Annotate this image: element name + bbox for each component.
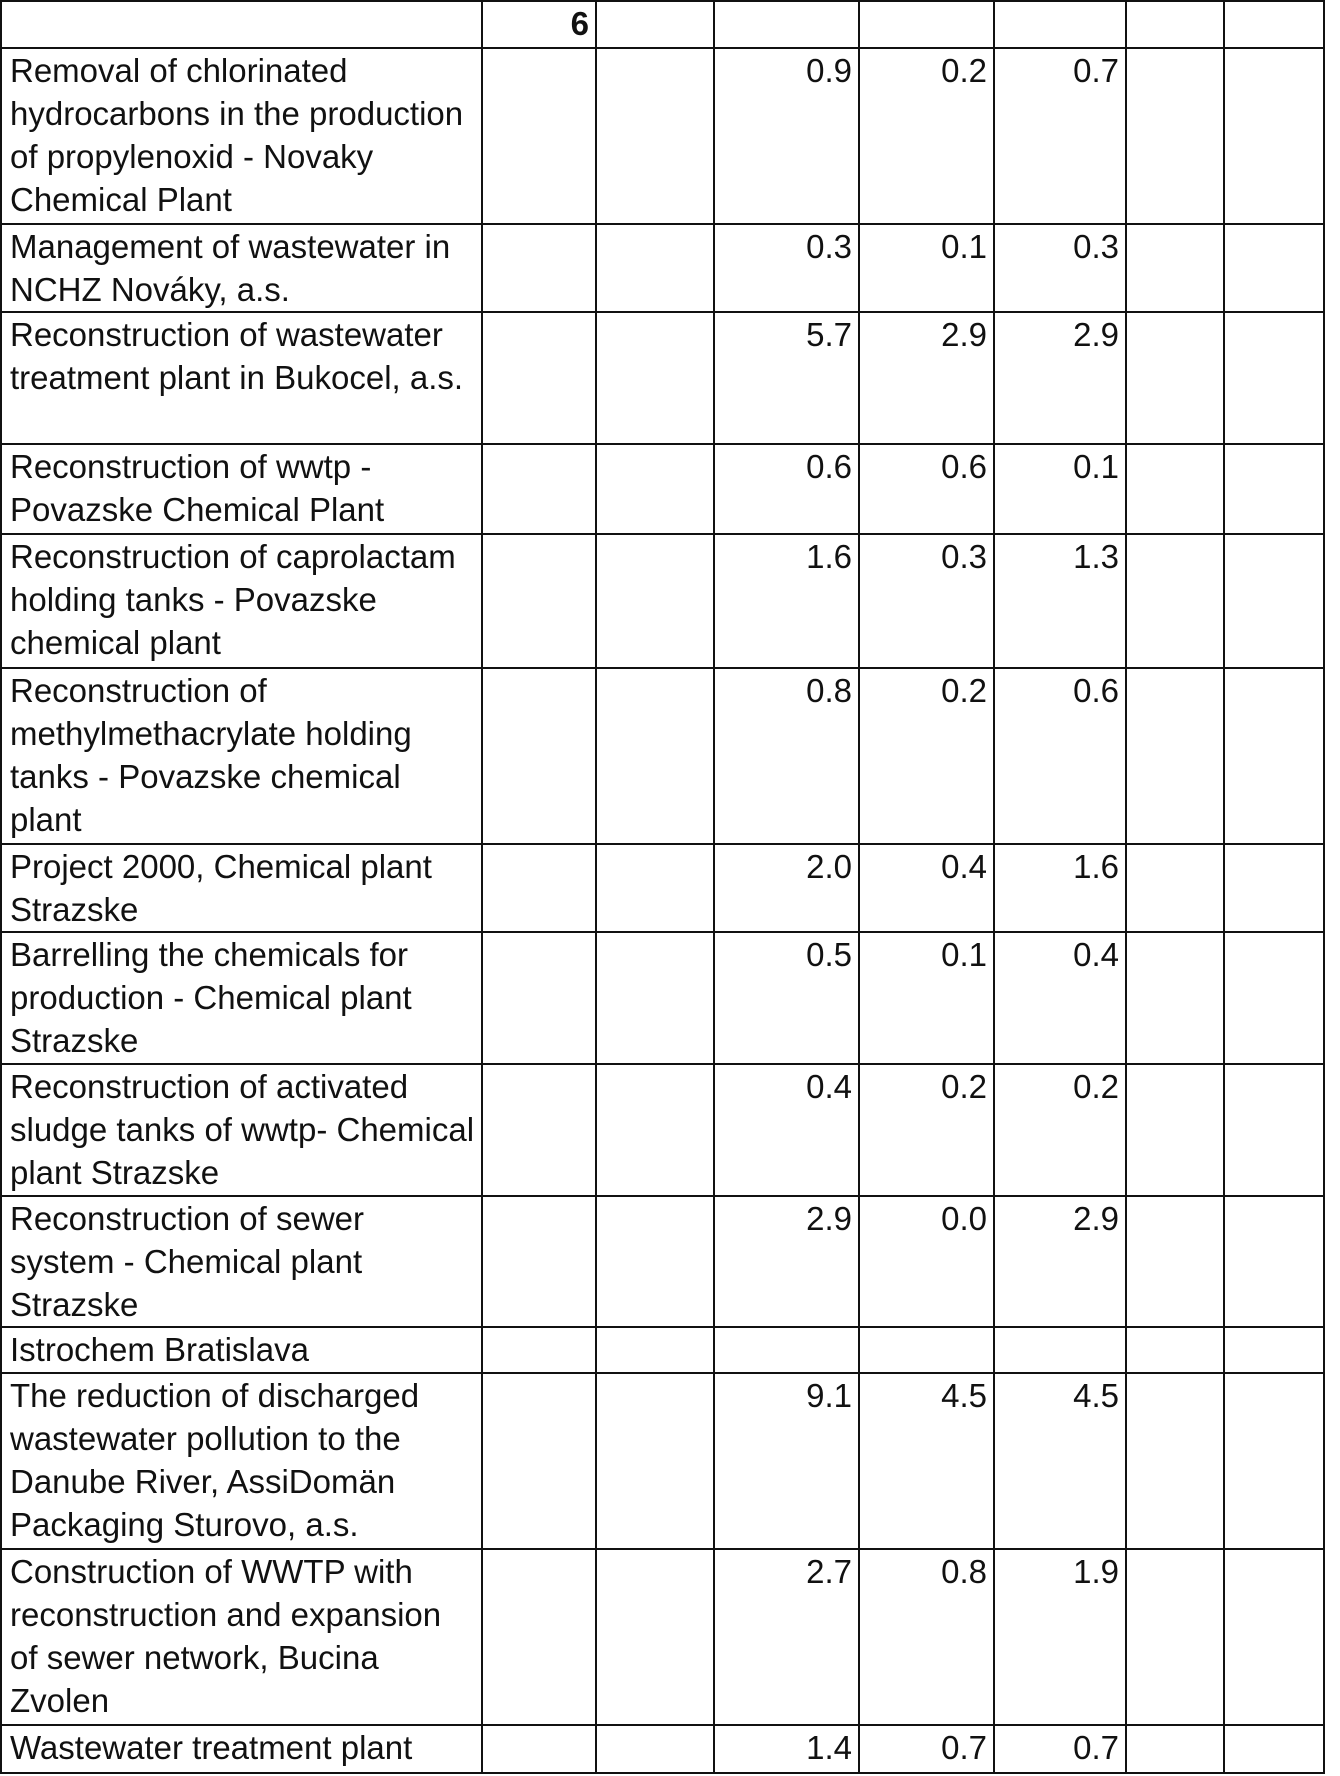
header-cell (596, 1, 714, 48)
value-cell (1126, 444, 1224, 534)
value-cell (1224, 48, 1324, 224)
value-cell (596, 534, 714, 668)
project-name-cell: Reconstruction of activated sludge tanks of wwtp- Chemical plant Strazske (1, 1064, 482, 1196)
value-cell (1126, 312, 1224, 444)
project-name-cell: Reconstruction of caprolactam holding tanks - Povazske chemical plant (1, 534, 482, 668)
header-cell (1224, 1, 1324, 48)
table-row (1, 932, 1324, 1064)
value-cell (1126, 668, 1224, 844)
value-cell: 2.9 (859, 312, 994, 444)
value-cell (482, 1373, 596, 1549)
project-name-cell: Reconstruction of wwtp - Povazske Chemical Plant (1, 444, 482, 534)
value-cell (596, 1064, 714, 1196)
value-cell (1224, 1327, 1324, 1373)
header-cell (994, 1, 1126, 48)
table-row (1, 668, 1324, 844)
table-row (1, 48, 1324, 224)
value-cell (482, 534, 596, 668)
value-cell (482, 844, 596, 932)
value-cell (1224, 444, 1324, 534)
value-cell: 0.1 (994, 444, 1126, 534)
value-cell (596, 1196, 714, 1327)
project-name-cell: Reconstruction of methylmethacrylate holding tanks - Povazske chemical plant (1, 668, 482, 844)
value-cell: 0.6 (714, 444, 859, 534)
value-cell (1126, 534, 1224, 668)
header-cell (1, 1, 482, 48)
header-cell-column-number: 6 (482, 1, 596, 48)
value-cell (1224, 1064, 1324, 1196)
value-cell (1126, 1327, 1224, 1373)
value-cell: 9.1 (714, 1373, 859, 1549)
value-cell (596, 1373, 714, 1549)
value-cell (1224, 1373, 1324, 1549)
value-cell (482, 48, 596, 224)
value-cell (482, 1725, 596, 1773)
table-row (1, 312, 1324, 444)
value-cell: 0.2 (859, 1064, 994, 1196)
value-cell (1126, 844, 1224, 932)
value-cell (1224, 224, 1324, 312)
value-cell: 0.4 (859, 844, 994, 932)
value-cell: 0.7 (859, 1725, 994, 1773)
value-cell: 0.3 (859, 534, 994, 668)
value-cell (596, 48, 714, 224)
value-cell (482, 312, 596, 444)
value-cell (1224, 1725, 1324, 1773)
project-name-cell: Reconstruction of wastewater treatment plant in Bukocel, a.s. (1, 312, 482, 444)
value-cell: 0.6 (859, 444, 994, 534)
value-cell: 0.0 (859, 1196, 994, 1327)
value-cell: 0.8 (859, 1549, 994, 1725)
value-cell (482, 1064, 596, 1196)
table-row (1, 1373, 1324, 1549)
value-cell: 1.4 (714, 1725, 859, 1773)
table-row (1, 1725, 1324, 1773)
value-cell (596, 844, 714, 932)
header-cell (859, 1, 994, 48)
value-cell (1126, 48, 1224, 224)
value-cell: 0.4 (714, 1064, 859, 1196)
value-cell: 2.9 (714, 1196, 859, 1327)
value-cell (596, 1549, 714, 1725)
value-cell: 0.1 (859, 224, 994, 312)
value-cell (1126, 1064, 1224, 1196)
value-cell: 0.4 (994, 932, 1126, 1064)
value-cell (596, 1327, 714, 1373)
table-row (1, 1064, 1324, 1196)
value-cell: 0.2 (859, 48, 994, 224)
value-cell (1224, 844, 1324, 932)
value-cell (1224, 312, 1324, 444)
value-cell: 0.8 (714, 668, 859, 844)
value-cell: 4.5 (859, 1373, 994, 1549)
project-name-cell: Barrelling the chemicals for production - Chemical plant Strazske (1, 932, 482, 1064)
project-name-cell: Wastewater treatment plant (1, 1725, 482, 1773)
value-cell: 5.7 (714, 312, 859, 444)
value-cell: 0.2 (994, 1064, 1126, 1196)
value-cell: 0.2 (859, 668, 994, 844)
value-cell (482, 224, 596, 312)
value-cell (1224, 668, 1324, 844)
value-cell (482, 1549, 596, 1725)
value-cell (482, 932, 596, 1064)
value-cell (1224, 1196, 1324, 1327)
value-cell (596, 312, 714, 444)
value-cell: 2.9 (994, 1196, 1126, 1327)
value-cell: 1.9 (994, 1549, 1126, 1725)
value-cell: 0.1 (859, 932, 994, 1064)
value-cell: 0.9 (714, 48, 859, 224)
table-row (1, 1196, 1324, 1327)
value-cell: 0.3 (714, 224, 859, 312)
table-row (1, 1549, 1324, 1725)
value-cell: 4.5 (994, 1373, 1126, 1549)
table-row (1, 224, 1324, 312)
project-name-cell: The reduction of discharged wastewater pollution to the Danube River, AssiDomän Packaging Sturovo, a.s. (1, 1373, 482, 1549)
value-cell (596, 224, 714, 312)
value-cell: 2.7 (714, 1549, 859, 1725)
value-cell (596, 444, 714, 534)
value-cell: 0.7 (994, 48, 1126, 224)
value-cell (596, 668, 714, 844)
header-row (1, 1, 1324, 48)
project-name-cell: Istrochem Bratislava (1, 1327, 482, 1373)
value-cell (1224, 932, 1324, 1064)
value-cell (596, 1725, 714, 1773)
value-cell (1224, 534, 1324, 668)
value-cell: 0.3 (994, 224, 1126, 312)
table-row (1, 844, 1324, 932)
value-cell: 0.5 (714, 932, 859, 1064)
value-cell (859, 1327, 994, 1373)
header-cell (714, 1, 859, 48)
value-cell (482, 1327, 596, 1373)
value-cell (1126, 1373, 1224, 1549)
value-cell (714, 1327, 859, 1373)
value-cell: 1.6 (994, 844, 1126, 932)
value-cell (482, 444, 596, 534)
project-name-cell: Removal of chlorinated hydrocarbons in the production of propylenoxid - Novaky Chemical Plant (1, 48, 482, 224)
value-cell (1126, 1196, 1224, 1327)
value-cell (1224, 1549, 1324, 1725)
project-name-cell: Construction of WWTP with reconstruction and expansion of sewer network, Bucina Zvolen (1, 1549, 482, 1725)
value-cell (482, 1196, 596, 1327)
table-row (1, 444, 1324, 534)
value-cell: 2.0 (714, 844, 859, 932)
value-cell: 1.6 (714, 534, 859, 668)
value-cell (1126, 1725, 1224, 1773)
header-cell (1126, 1, 1224, 48)
project-name-cell: Reconstruction of sewer system - Chemical plant Strazske (1, 1196, 482, 1327)
value-cell: 0.7 (994, 1725, 1126, 1773)
value-cell (596, 932, 714, 1064)
table-row (1, 534, 1324, 668)
table-row (1, 1327, 1324, 1373)
value-cell (482, 668, 596, 844)
value-cell: 2.9 (994, 312, 1126, 444)
value-cell: 0.6 (994, 668, 1126, 844)
project-name-cell: Management of wastewater in NCHZ Nováky, a.s. (1, 224, 482, 312)
value-cell (994, 1327, 1126, 1373)
value-cell (1126, 224, 1224, 312)
project-name-cell: Project 2000, Chemical plant Strazske (1, 844, 482, 932)
value-cell (1126, 1549, 1224, 1725)
value-cell (1126, 932, 1224, 1064)
value-cell: 1.3 (994, 534, 1126, 668)
